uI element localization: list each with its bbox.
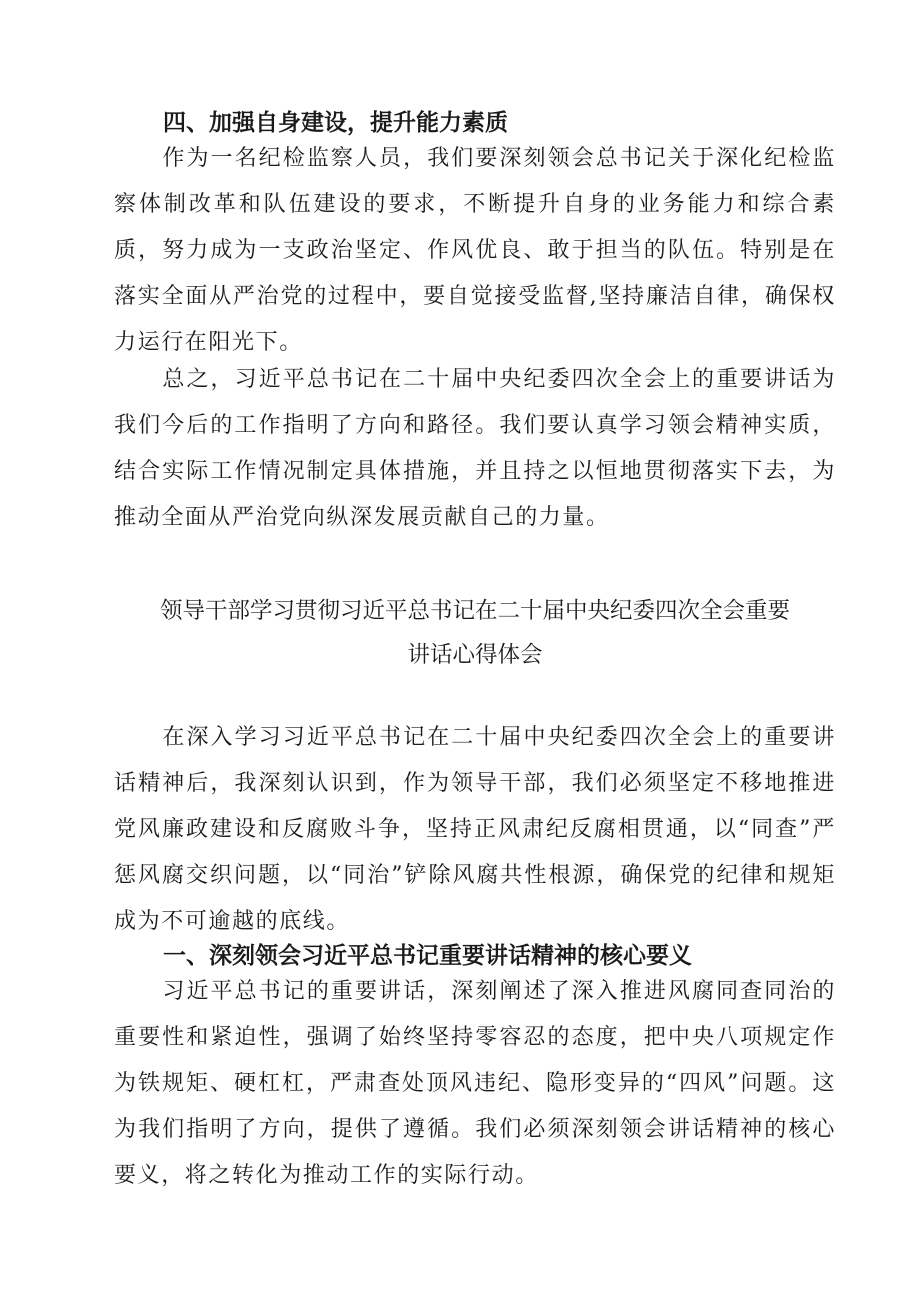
article-title-line-1: 领导干部学习贯彻习近平总书记在二十届中央纪委四次全会重要 — [159, 598, 790, 624]
article-title-line-2: 讲话心得体会 — [407, 642, 543, 668]
article-intro-paragraph: 在深入学习习近平总书记在二十届中央纪委四次全会上的重要讲话精神后，我深刻认识到，作为领导干部，我们必须坚定不移地推进党风廉政建设和反腐败斗争，坚持正风肃纪反腐相贯通，以“同查”严惩风腐交织问题，以“同治”铲除风腐共性根源，确保党的纪律和规矩成为不可逾越的底线。 — [114, 725, 836, 934]
article-title — [114, 589, 836, 677]
section-4-paragraph: 作为一名纪检监察人员，我们要深刻领会总书记关于深化纪检监察体制改革和队伍建设的要求，不断提升自身的业务能力和综合素质，努力成为一支政治坚定、作风优良、敢于担当的队伍。特别是在落实全面从严治党的过程中，要自觉接受监督,坚持廉洁自律，确保权力运行在阳光下。 — [114, 146, 836, 355]
section-1-paragraph: 习近平总书记的重要讲话，深刻阐述了深入推进风腐同查同治的重要性和紧迫性，强调了始终坚持零容忍的态度，把中央八项规定作为铁规矩、硬杠杠，严肃查处顶风违纪、隐形变异的“四风”问题。这为我们指明了方向，提供了遵循。我们必须深刻领会讲话精神的核心要义，将之转化为推动工作的实际行动。 — [114, 979, 836, 1188]
section-heading-1: 一、深刻领会习近平总书记重要讲话精神的核心要义 — [163, 943, 692, 969]
conclusion-paragraph: 总之，习近平总书记在二十届中央纪委四次全会上的重要讲话为我们今后的工作指明了方向和路径。我们要认真学习领会精神实质，结合实际工作情况制定具体措施，并且持之以恒地贯彻落实下去，为推动全面从严治党向纵深发展贡献自己的力量。 — [114, 367, 836, 530]
section-heading-4: 四、加强自身建设，提升能力素质 — [163, 110, 508, 136]
